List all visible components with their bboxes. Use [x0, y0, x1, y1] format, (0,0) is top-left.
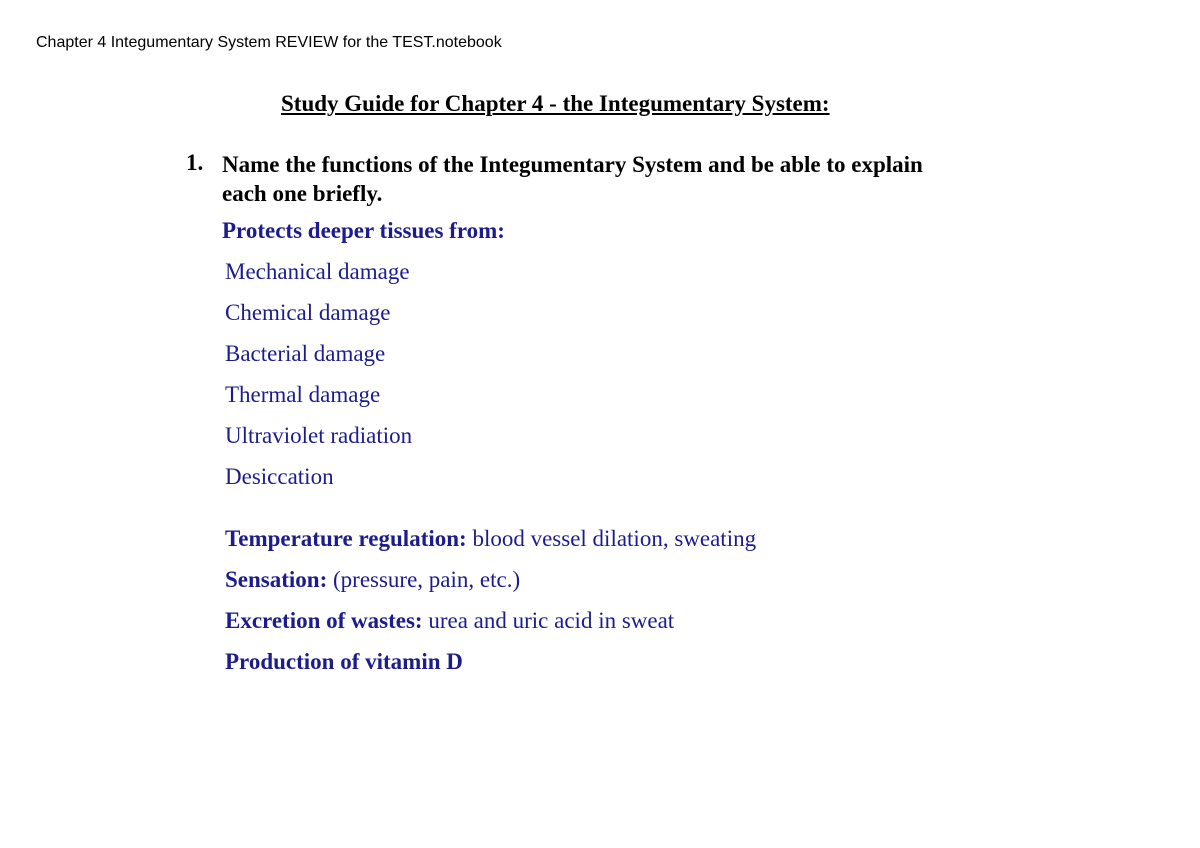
- function-detail: (pressure, pain, etc.): [327, 567, 521, 592]
- function-label: Excretion of wastes:: [225, 608, 423, 633]
- notebook-header: Chapter 4 Integumentary System REVIEW for the TEST.notebook: [36, 34, 502, 51]
- list-item: Ultraviolet radiation: [225, 423, 413, 448]
- function-detail: blood vessel dilation, sweating: [466, 526, 757, 551]
- function-detail: urea and uric acid in sweat: [422, 608, 675, 633]
- function-item: [225, 565, 756, 606]
- list-item: Chemical damage: [225, 300, 391, 325]
- list-item: Mechanical damage: [225, 259, 410, 284]
- function-item: [225, 647, 756, 688]
- function-label: Sensation:: [225, 567, 328, 592]
- question-text: Name the functions of the Integumentary System and be able to explain each one briefly.: [222, 152, 923, 206]
- damage-list: [225, 257, 412, 503]
- list-item: Thermal damage: [225, 382, 381, 407]
- function-label: Production of vitamin D: [225, 649, 463, 674]
- list-item: Bacterial damage: [225, 341, 386, 366]
- function-item: [225, 524, 756, 565]
- question-number: 1.: [186, 150, 204, 175]
- functions-list: [225, 524, 756, 688]
- page-title: Study Guide for Chapter 4 - the Integumentary System:: [281, 91, 830, 116]
- function-label: Temperature regulation:: [225, 526, 467, 551]
- list-item: Desiccation: [225, 464, 334, 489]
- function-item: [225, 606, 756, 647]
- protects-heading: Protects deeper tissues from:: [222, 218, 505, 243]
